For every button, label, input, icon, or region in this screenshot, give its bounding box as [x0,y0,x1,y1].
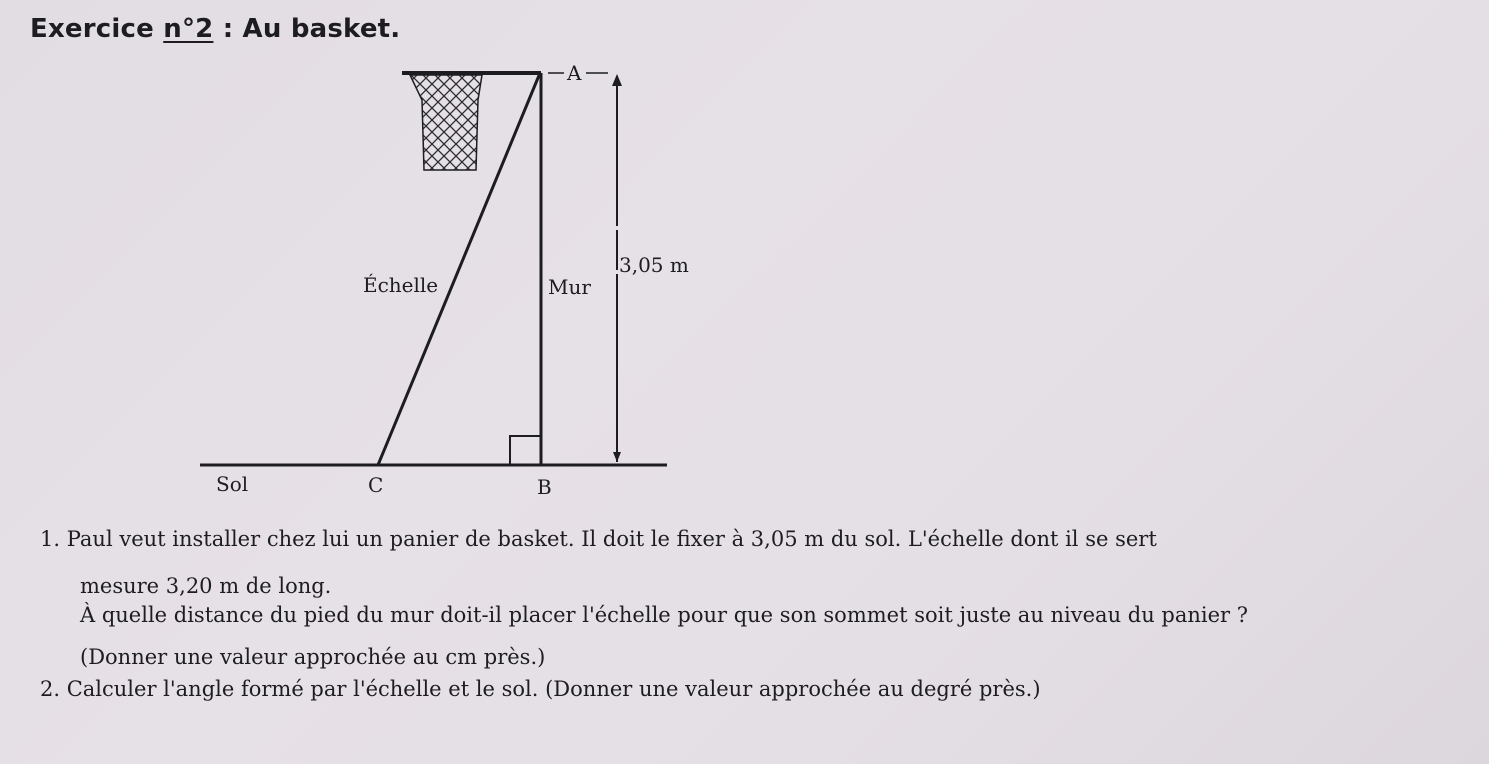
exercise-number: n°2 [163,14,214,44]
height-arrow-bottom [613,452,621,462]
right-angle-mark [510,436,541,465]
ground-label: Sol [216,472,249,496]
height-arrow-top [612,74,622,86]
point-a-label: A [567,61,582,85]
question-1-line-2: mesure 3,20 m de long. [80,574,332,598]
basket-net [410,75,482,170]
point-b-label: B [537,475,552,499]
wall-label: Mur [548,275,591,299]
question-2: 2. Calculer l'angle formé par l'échelle et le sol. (Donner une valeur approchée au degré près.) [40,677,1041,701]
exercise-subtitle: : Au basket. [213,14,401,44]
point-c-label: C [368,473,384,497]
height-label: 3,05 m [619,253,689,277]
basket-figure [0,0,720,520]
question-1-line-3: À quelle distance du pied du mur doit-il placer l'échelle pour que son sommet soit juste au niveau du panier ? [80,603,1249,627]
ladder-label: Échelle [363,273,439,297]
question-1-line-4: (Donner une valeur approchée au cm près.) [80,645,546,669]
question-1-line-1: 1. Paul veut installer chez lui un panier de basket. Il doit le fixer à 3,05 m du sol. L'échelle dont il se sert [40,527,1157,551]
exercise-label: Exercice [30,14,154,44]
